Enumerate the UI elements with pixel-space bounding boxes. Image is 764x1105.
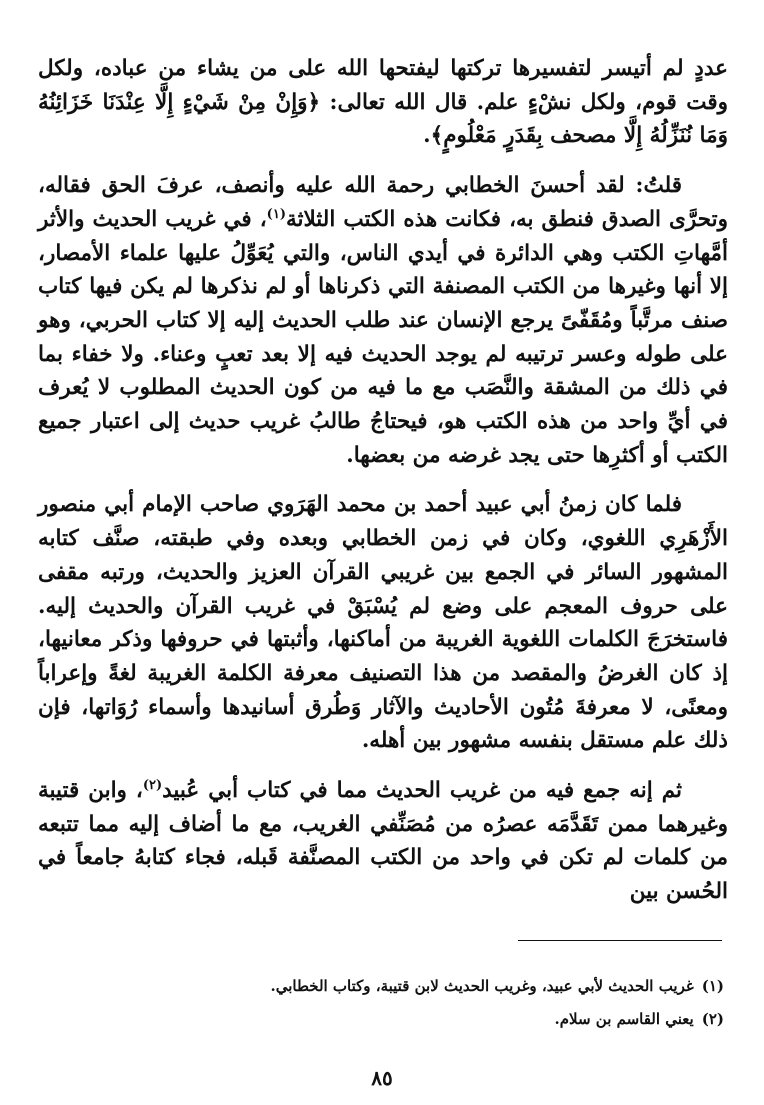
paragraph-4	[38, 774, 728, 909]
footnote-1-text: غريب الحديث لأبي عبيد، وغريب الحديث لابن قتيبة، وكتاب الخطابي.	[270, 977, 694, 995]
footnote-ref-1[interactable]: (١)	[266, 206, 286, 222]
paragraph-1-text: عددٍ لم أتيسر لتفسيرها تركتها ليفتحها الله على من يشاء من عباده، ولكل وقت قوم، ولكل نشْءٍ علم. قال الله تعالى: ﴿وَإِنْ مِنْ شَيْءٍ إِلَّا عِنْدَنَا خَزَائِنُهُ وَمَا نُنَزِّلُهُ إِلَّا مصحف بِقَدَرٍ مَعْلُومٍ﴾.	[38, 56, 728, 149]
footnote-ref-2[interactable]: (٢)	[142, 777, 163, 793]
paragraph-2	[38, 169, 728, 472]
page-number: ٨٥	[371, 1066, 393, 1090]
paragraph-3-text: فلما كان زمنُ أبي عبيد أحمد بن محمد الهَرَوي صاحب الإمام أبي منصور الأَزْهَرِي اللغوي، وكان في زمن الخطابي وبعده وفي طبقته، صنَّف كتابه المشهور السائر في الجمع بين غريبي القرآن العزيز والحديث، ورتبه مقفى على حروف المعجم على وضع لم يُسْبَقْ في غريب القرآن والحديث إليه. فاستخرَجَ الكلمات اللغوية الغريبة من أماكنها، وأثبتها في حروفها وذكر معانيها، إذ كان الغرضُ والمقصد من هذا التصنيف معرفة الكلمة الغريبة لغةً وإعراباً ومعنًى، لا معرفةَ مُتُون الأحاديث والآثار وَطُرق أسانيدها وأسماء رُوَاتها، فإن ذلك علم مستقل بنفسه مشهور بين أهله.	[38, 492, 728, 754]
paragraph-3	[38, 488, 728, 758]
footnote-2-text: يعني القاسم بن سلام.	[554, 1010, 694, 1028]
paragraph-4-text-start: ثم إنه جمع فيه من غريب الحديث مما في كتاب أبي عُبيد	[162, 778, 682, 804]
footnotes	[38, 970, 724, 1036]
footnote-2	[38, 1003, 724, 1036]
paragraph-1	[38, 52, 728, 153]
footnote-2-number: (٢)	[701, 1010, 724, 1028]
footnote-1-number: (١)	[701, 977, 724, 995]
paragraph-2-text-start: قلتُ: لقد أحسنَ الخطابي رحمة الله عليه وأنصف، عرفَ الحق فقاله، وتحرَّى الصدق فنطق به، فكانت هذه الكتب الثلاثة	[38, 173, 728, 232]
paragraph-4-text-end: ، وابن قتيبة وغيرهما ممن تَقَدَّمَه عصرُه من مُصَنِّفي الغريب، مع ما أضاف إليه مما تتبعه من كلمات لم تكن في واحد من الكتب المصنَّفة قَبله، فجاء كتابهُ جامعاً في الحُسن بين	[38, 778, 728, 905]
main-text	[38, 52, 728, 909]
paragraph-2-text-end: ، في غريب الحديث والأثر أمَّهاتِ الكتب وهي الدائرة في أيدي الناس، والتي يُعَوِّلُ عليها علماء الأمصار، إلا أنها وغيرها من الكتب المصنفة التي ذكرناها أو لم نذكرها لم يكن فيها كتاب صنف مرتَّباً ومُقَفّىً يرجع الإنسان عند طلب الحديث إليه إلا كتاب الحربي، وهو على طوله وعسر ترتيبه لم يوجد الحديث فيه إلا بعد تعبٍ وعناء. ولا خفاء بما في ذلك من المشقة والنَّصَب مع ما فيه من كون الحديث المطلوب لا يُعرف في أيِّ واحد من هذه الكتب هو، فيحتاجُ طالبُ غريب حديث إلى اعتبار جميع الكتب أو أكثرِها حتى يجد غرضه من بعضها.	[38, 206, 728, 468]
footnote-1	[38, 970, 724, 1003]
footnote-divider	[518, 940, 722, 941]
